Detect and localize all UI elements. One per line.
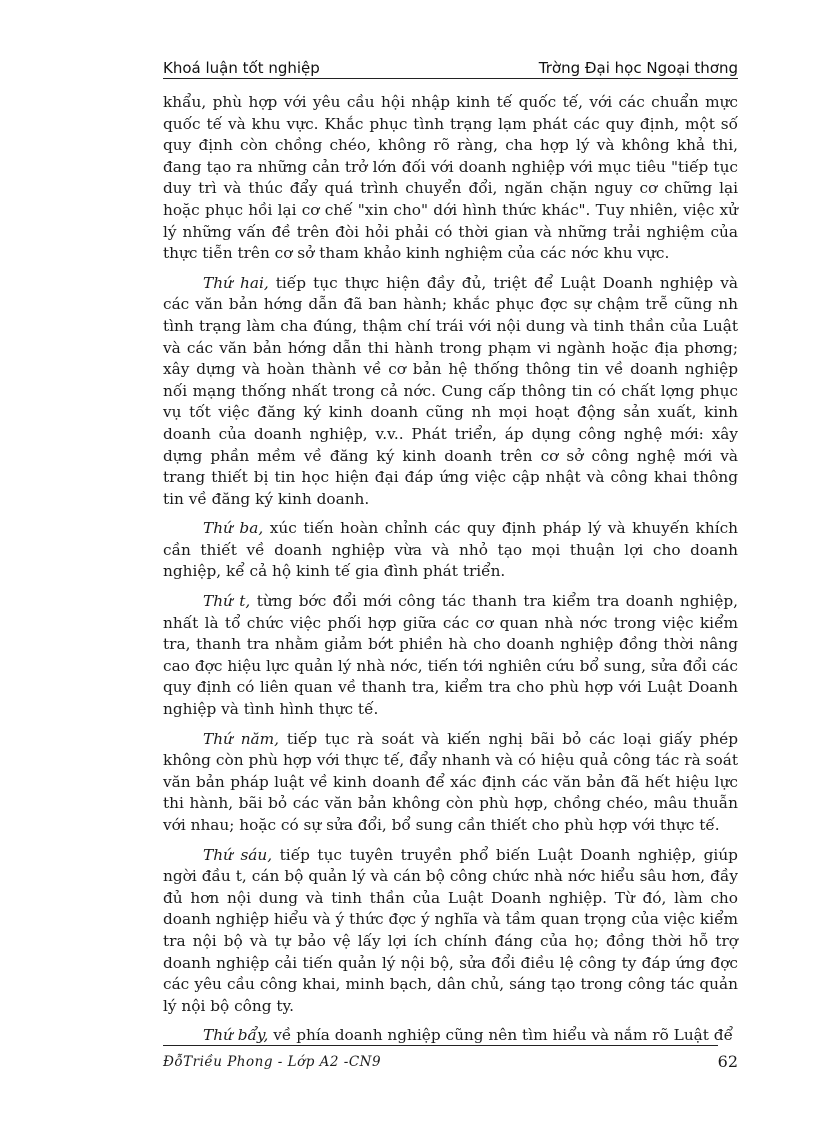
paragraph-text: từng bớc đổi mới công tác thanh tra kiểm tra doanh nghiệp, nhất là tổ chức việc phối hợp giữa các cơ quan nhà nớc trong việc kiểm tra, thanh tra nhằm giảm bớt phiền hà cho doanh nghiệp đồng thời nâng cao đợc hiệu lực quản lý nhà nớc, tiến tới nghiên cứu bổ sung, sửa đổi các quy định có liên quan về thanh tra, kiểm tra cho phù hợp với Luật Doanh nghiệp và tình hình thực tế.: [163, 592, 739, 719]
paragraph-text: về phía doanh nghiệp cũng nên tìm hiểu và nắm rõ Luật để: [268, 1026, 734, 1045]
paragraph-lead: Thứ t,: [203, 592, 251, 611]
page-footer: [163, 1052, 738, 1074]
paragraph-lead: Thứ năm,: [203, 729, 280, 748]
paragraph-lead: Thứ ba,: [203, 519, 264, 538]
paragraph-text: khẩu, phù hợp với yêu cầu hội nhập kinh tế quốc tế, với các chuẩn mực quốc tế và khu vực. Khắc phục tình trạng lạm phát các quy định, một số quy định còn chồng chéo, không rõ ràng, cha hợp lý và không khả thi, đang tạo ra những cản trở lớn đối với doanh nghiệp với mục tiêu "tiếp tục duy trì và thúc đẩy quá trình chuyển đổi, ngăn chặn nguy cơ chững lại hoặc phục hồi lại cơ chế "xin cho" dới hình thức khác". Tuy nhiên, việc xử lý những vấn đề trên đòi hỏi phải có thời gian và những trải nghiệm của thực tiễn trên cơ sở tham khảo kinh nghiệm của các nớc khu vực.: [163, 93, 738, 263]
paragraph-fifth: [163, 729, 738, 837]
paragraph-fourth: [163, 591, 738, 721]
page-header: [163, 58, 738, 79]
paragraph-second: [163, 273, 738, 511]
header-thesis-title: Khoá luận tốt nghiệp: [163, 59, 320, 77]
paragraph-lead: Thứ sáu,: [203, 845, 273, 864]
paragraph-text: xúc tiến hoàn chỉnh các quy định pháp lý và khuyến khích cần thiết về doanh nghiệp vừa và nhỏ tạo mọi thuận lợi cho doanh nghiệp, kể cả hộ kinh tế gia đình phát triển.: [163, 519, 739, 581]
paragraph-text: tiếp tục rà soát và kiến nghị bãi bỏ các loại giấy phép không còn phù hợp với thực tế, đẩy nhanh và có hiệu quả công tác rà soát văn bản pháp luật về kinh doanh để xác định các văn bản đã hết hiệu lực thi hành, bãi bỏ các văn bản không còn phù hợp, chồng chéo, mâu thuẫn với nhau; hoặc có sự sửa đổi, bổ sung cần thiết cho phù hợp với thực tế.: [163, 729, 739, 834]
paragraph-text: tiếp tục thực hiện đầy đủ, triệt để Luật Doanh nghiệp và các văn bản hớng dẫn đã ban hành; khắc phục đợc sự chậm trễ cũng nh tình trạng làm cha đúng, thậm chí trái với nội dung và tinh thần của Luật và các văn bản hớng dẫn thi hành trong phạm vi ngành hoặc địa phơng; xây dựng và hoàn thành về cơ bản hệ thống thông tin về doanh nghiệp nối mạng thống nhất trong cả nớc. Cung cấp thông tin có chất lợng phục vụ tốt việc đăng ký kinh doanh cũng nh mọi hoạt động sản xuất, kinh doanh của doanh nghiệp, v.v.. Phát triển, áp dụng công nghệ mới: xây dựng phần mềm về đăng ký kinh doanh trên cơ sở công nghệ mới và trang thiết bị tin học hiện đại đáp ứng việc cập nhật và công khai thông tin về đăng ký kinh doanh.: [163, 273, 738, 508]
paragraph-continuation: [163, 92, 738, 265]
paragraph-lead: Thứ bẩy,: [203, 1026, 269, 1045]
footer-author: ĐỗTriều Phong - Lớp A2 -CN9: [163, 1054, 382, 1070]
paragraph-seventh: [163, 1025, 738, 1047]
paragraph-third: [163, 518, 738, 583]
paragraph-lead: Thứ hai,: [203, 273, 269, 292]
footer-divider: [163, 1045, 718, 1046]
body-text: [163, 92, 738, 1055]
paragraph-sixth: [163, 845, 738, 1018]
header-university: Trờng Đại học Ngoại thơng: [538, 59, 738, 77]
paragraph-text: tiếp tục tuyên truyền phổ biến Luật Doanh nghiệp, giúp ngời đầu t, cán bộ quản lý và cán bộ công chức nhà nớc hiểu sâu hơn, đầy đủ hơn nội dung và tinh thần của Luật Doanh nghiệp. Từ đó, làm cho doanh nghiệp hiểu và ý thức đợc ý nghĩa và tầm quan trọng của việc kiểm tra nội bộ và tự bảo vệ lấy lợi ích chính đáng của họ; đồng thời hỗ trợ doanh nghiệp cải tiến quản lý nội bộ, sửa đổi điều lệ công ty đáp ứng đợc các yêu cầu công khai, minh bạch, dân chủ, sáng tạo trong công tác quản lý nội bộ công ty.: [163, 845, 738, 1015]
page-number: 62: [717, 1052, 738, 1071]
